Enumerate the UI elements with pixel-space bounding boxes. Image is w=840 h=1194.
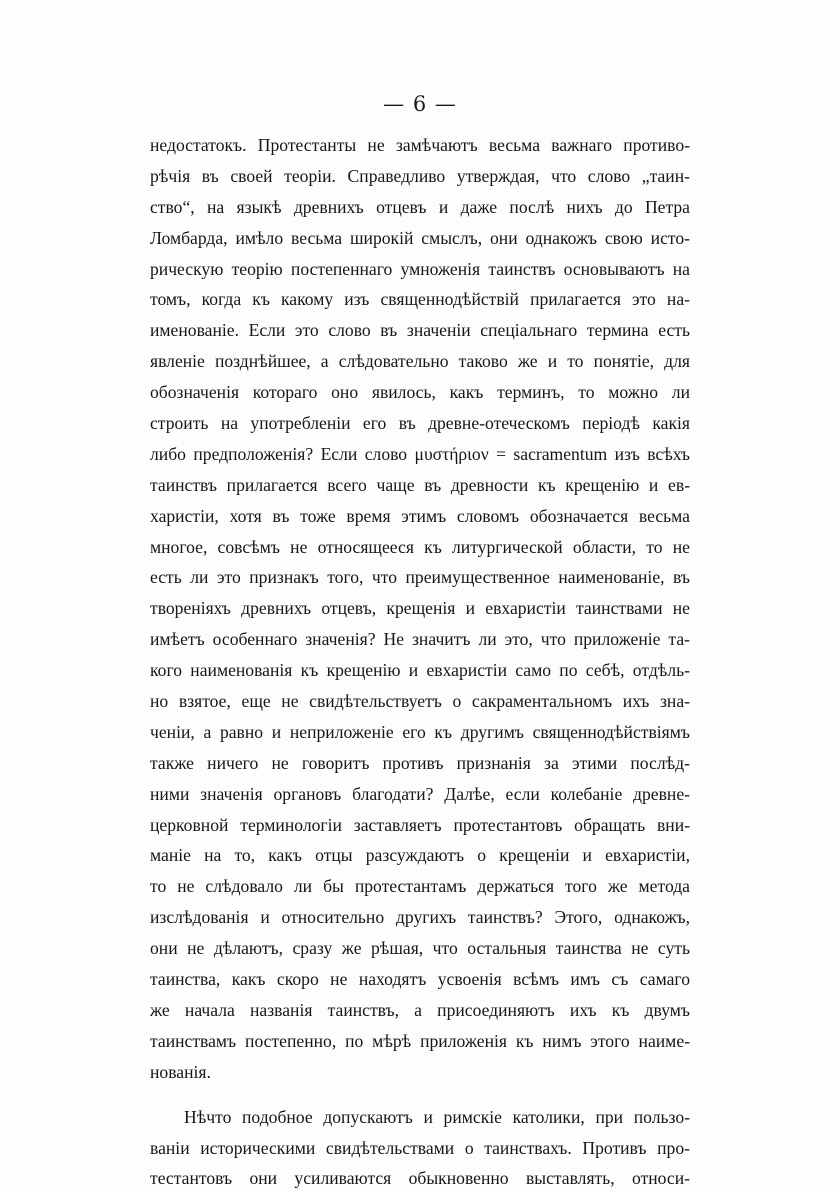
text-line: же начала названія таинствъ, а присоединяютъ ихъ къ двумъ bbox=[150, 999, 690, 1020]
text-line: харистіи, хотя въ тоже время этимъ словомъ обозначается весьма bbox=[150, 505, 690, 526]
text-line: церковной терминологіи заставляетъ протестантовъ обращать вни- bbox=[150, 814, 690, 835]
paragraph bbox=[150, 130, 690, 1088]
text-line: обозначенія котораго оно явилось, какъ терминъ, то можно ли bbox=[150, 382, 690, 403]
text-line: рическую теорію постепеннаго умноженія таинствъ основываютъ на bbox=[150, 258, 690, 279]
text-line: изслѣдованія и относительно другихъ таинствъ? Этого, однакожъ, bbox=[150, 907, 690, 928]
text-line: ваніи историческими свидѣтельствами о таинствахъ. Противъ про- bbox=[150, 1137, 690, 1158]
text-line: тестантовъ они усиливаются обыкновенно выставлять, относи- bbox=[150, 1168, 690, 1189]
text-line: либо предположенія? Если слово μυστήριον = sacramentum изъ всѣхъ bbox=[150, 443, 690, 464]
body-text bbox=[150, 130, 690, 1194]
page-number: — 6 — bbox=[383, 92, 457, 116]
text-line: маніе на то, какъ отцы разсуждаютъ о крещеніи и евхаристіи, bbox=[150, 845, 690, 866]
text-line: они не дѣлаютъ, сразу же рѣшая, что остальныя таинства не суть bbox=[150, 938, 690, 959]
text-line: твореніяхъ древнихъ отцевъ, крещенія и евхаристіи таинствами не bbox=[150, 598, 690, 619]
text-line: строить на употребленіи его въ древне-отеческомъ періодѣ какія bbox=[150, 413, 690, 434]
text-line: таинствамъ постепенно, по мѣрѣ приложенія къ нимъ этого наиме- bbox=[150, 1030, 690, 1051]
text-line: нованія. bbox=[150, 1061, 211, 1082]
text-line: таинства, какъ скоро не находятъ усвоенія всѣмъ имъ съ самаго bbox=[150, 969, 690, 990]
text-line: кого наименованія къ крещенію и евхаристіи само по себѣ, отдѣль- bbox=[150, 660, 690, 681]
text-line: есть ли это признакъ того, что преимущественное наименованіе, въ bbox=[150, 567, 690, 588]
text-line: но взятое, еще не свидѣтельствуетъ о сакраментальномъ ихъ зна- bbox=[150, 691, 690, 712]
text-line: явленіе позднѣйшее, а слѣдовательно таково же и то понятіе, для bbox=[150, 351, 690, 372]
text-line: таинствъ прилагается всего чаще въ древности къ крещенію и ев- bbox=[150, 474, 690, 495]
text-line: также ничего не говоритъ противъ признанія за этими послѣд- bbox=[150, 752, 690, 773]
text-line: то не слѣдовало ли бы протестантамъ держаться того же метода bbox=[150, 876, 690, 897]
text-line: ство“, на языкѣ древнихъ отцевъ и даже послѣ нихъ до Петра bbox=[150, 196, 690, 217]
text-line: рѣчія въ своей теоріи. Справедливо утверждая, что слово „таин- bbox=[150, 165, 690, 186]
text-line: Нѣчто подобное допускаютъ и римскіе католики, при пользо- bbox=[184, 1106, 690, 1127]
text-line: ченіи, а равно и неприложеніе его къ другимъ священнодѣйствіямъ bbox=[150, 721, 690, 742]
text-line: Ломбарда, имѣло весьма широкій смыслъ, они однакожъ свою исто- bbox=[150, 227, 690, 248]
text-line: ними значенія органовъ благодати? Далѣе, если колебаніе древне- bbox=[150, 783, 690, 804]
text-line: недостатокъ. Протестанты не замѣчаютъ весьма важнаго противо- bbox=[150, 135, 690, 155]
text-line: имѣетъ особеннаго значенія? Не значитъ ли это, что приложеніе та- bbox=[150, 629, 690, 650]
paragraph bbox=[150, 1102, 690, 1194]
text-line: именованіе. Если это слово въ значеніи спеціальнаго термина есть bbox=[150, 320, 690, 341]
text-line: многое, совсѣмъ не относящееся къ литургической области, то не bbox=[150, 536, 690, 557]
text-line: томъ, когда къ какому изъ священнодѣйствій прилагается это на- bbox=[150, 289, 690, 310]
paragraph-spacer bbox=[150, 1088, 690, 1102]
